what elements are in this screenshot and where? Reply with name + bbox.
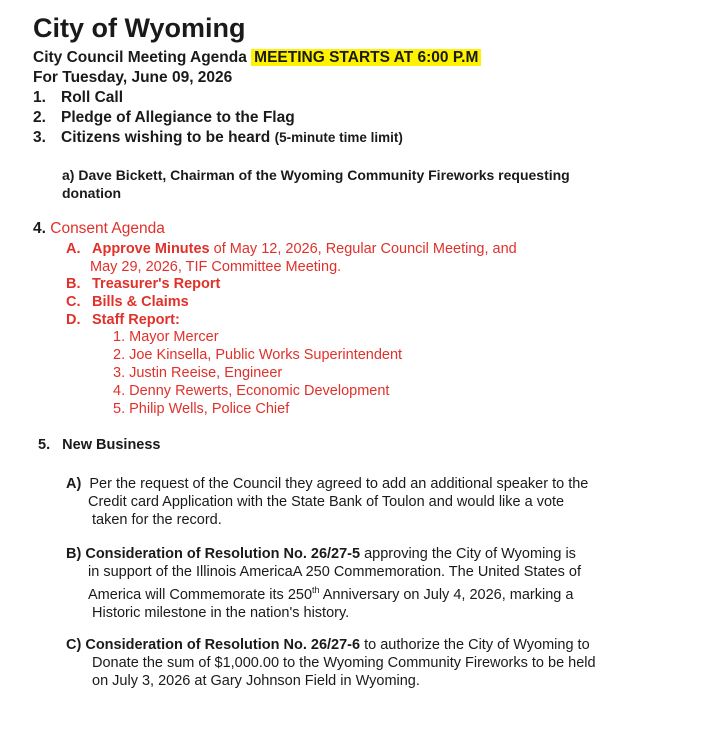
staff-report-item: 3. Justin Reeise, Engineer (113, 365, 283, 381)
agenda-item-pledge (33, 109, 295, 127)
agenda-item-roll-call (33, 89, 123, 107)
item-number: 4. (33, 220, 46, 237)
minutes-detail-line2: May 29, 2026, TIF Committee Meeting. (90, 259, 342, 275)
staff-report-item: 1. Mayor Mercer (113, 329, 219, 345)
item-text: Historic milestone in the nation's history. (92, 604, 350, 621)
item-text: Citizens wishing to be heard (61, 129, 271, 146)
agenda-subtitle-line (33, 49, 481, 67)
consent-item-c (66, 293, 189, 311)
item-letter: A. (66, 241, 81, 257)
consent-item-a (66, 240, 517, 276)
item-number: 1. (33, 89, 46, 106)
item-letter: D. (66, 312, 81, 328)
staff-report-item: 5. Philip Wells, Police Chief (113, 401, 290, 417)
item-text: on July 3, 2026 at Gary Johnson Field in Wyoming. (92, 673, 420, 689)
item-text: Credit card Application with the State Bank of Toulon and would like a vote (88, 494, 565, 510)
item-text: America will Commemorate its 250 (88, 586, 313, 603)
item-text: Per the request of the Council they agreed to add an additional speaker to the (89, 476, 589, 492)
ordinal-suffix: th (312, 585, 320, 595)
bills-claims-label: Bills & Claims (92, 294, 189, 310)
time-limit-note: (5-minute time limit) (274, 130, 403, 145)
item-text: Anniversary on July 4, 2026, marking a (319, 586, 574, 603)
item-text: in support of the Illinois AmericaA 250 Commemoration. The United States of (88, 564, 581, 580)
treasurers-report-label: Treasurer's Report (92, 276, 221, 292)
item-text: Donate the sum of $1,000.00 to the Wyoming Community Fireworks to be held (92, 655, 596, 671)
consent-agenda-title: Consent Agenda (50, 220, 165, 237)
approve-minutes-label: Approve Minutes (92, 241, 210, 257)
consent-item-d (66, 311, 180, 329)
new-business-item-b (66, 545, 666, 622)
staff-report-label: Staff Report: (92, 312, 180, 328)
new-business-item-a (66, 475, 666, 529)
new-business-item-c (66, 636, 666, 690)
item-label: A) (66, 476, 82, 492)
staff-report-item: 2. Joe Kinsella, Public Works Superintendent (113, 347, 403, 363)
meeting-date: For Tuesday, June 09, 2026 (33, 69, 233, 86)
agenda-item-citizens (33, 129, 403, 147)
item-number: 3. (33, 129, 46, 146)
item-number: 2. (33, 109, 46, 126)
item-text: Roll Call (61, 89, 124, 106)
new-business-heading: 5. New Business (38, 437, 161, 453)
item-text: to authorize the City of Wyoming to (360, 637, 590, 653)
item-label: C) (66, 637, 82, 653)
item-text: Pledge of Allegiance to the Flag (61, 109, 295, 126)
staff-report-item: 4. Denny Rewerts, Economic Development (113, 383, 390, 399)
item-letter: C. (66, 294, 81, 310)
citizen-request (62, 166, 570, 202)
meeting-start-notice: MEETING STARTS AT 6:00 P.M (251, 49, 481, 66)
resolution-label: Consideration of Resolution No. 26/27-5 (85, 546, 361, 562)
resolution-label: Consideration of Resolution No. 26/27-6 (85, 637, 361, 653)
item-label: B) (66, 546, 82, 562)
consent-item-b (66, 275, 220, 293)
item-text: approving the City of Wyoming is (360, 546, 576, 562)
item-letter: B. (66, 276, 81, 292)
citizen-request-line: donation (62, 185, 122, 201)
item-text: taken for the record. (92, 512, 222, 528)
page-title: City of Wyoming (33, 13, 246, 43)
citizen-request-line: a) Dave Bickett, Chairman of the Wyoming Community Fireworks requesting (62, 167, 570, 183)
consent-agenda-heading (33, 220, 165, 238)
agenda-subtitle: City Council Meeting Agenda (33, 49, 247, 66)
minutes-detail: of May 12, 2026, Regular Council Meeting, and (209, 241, 517, 257)
